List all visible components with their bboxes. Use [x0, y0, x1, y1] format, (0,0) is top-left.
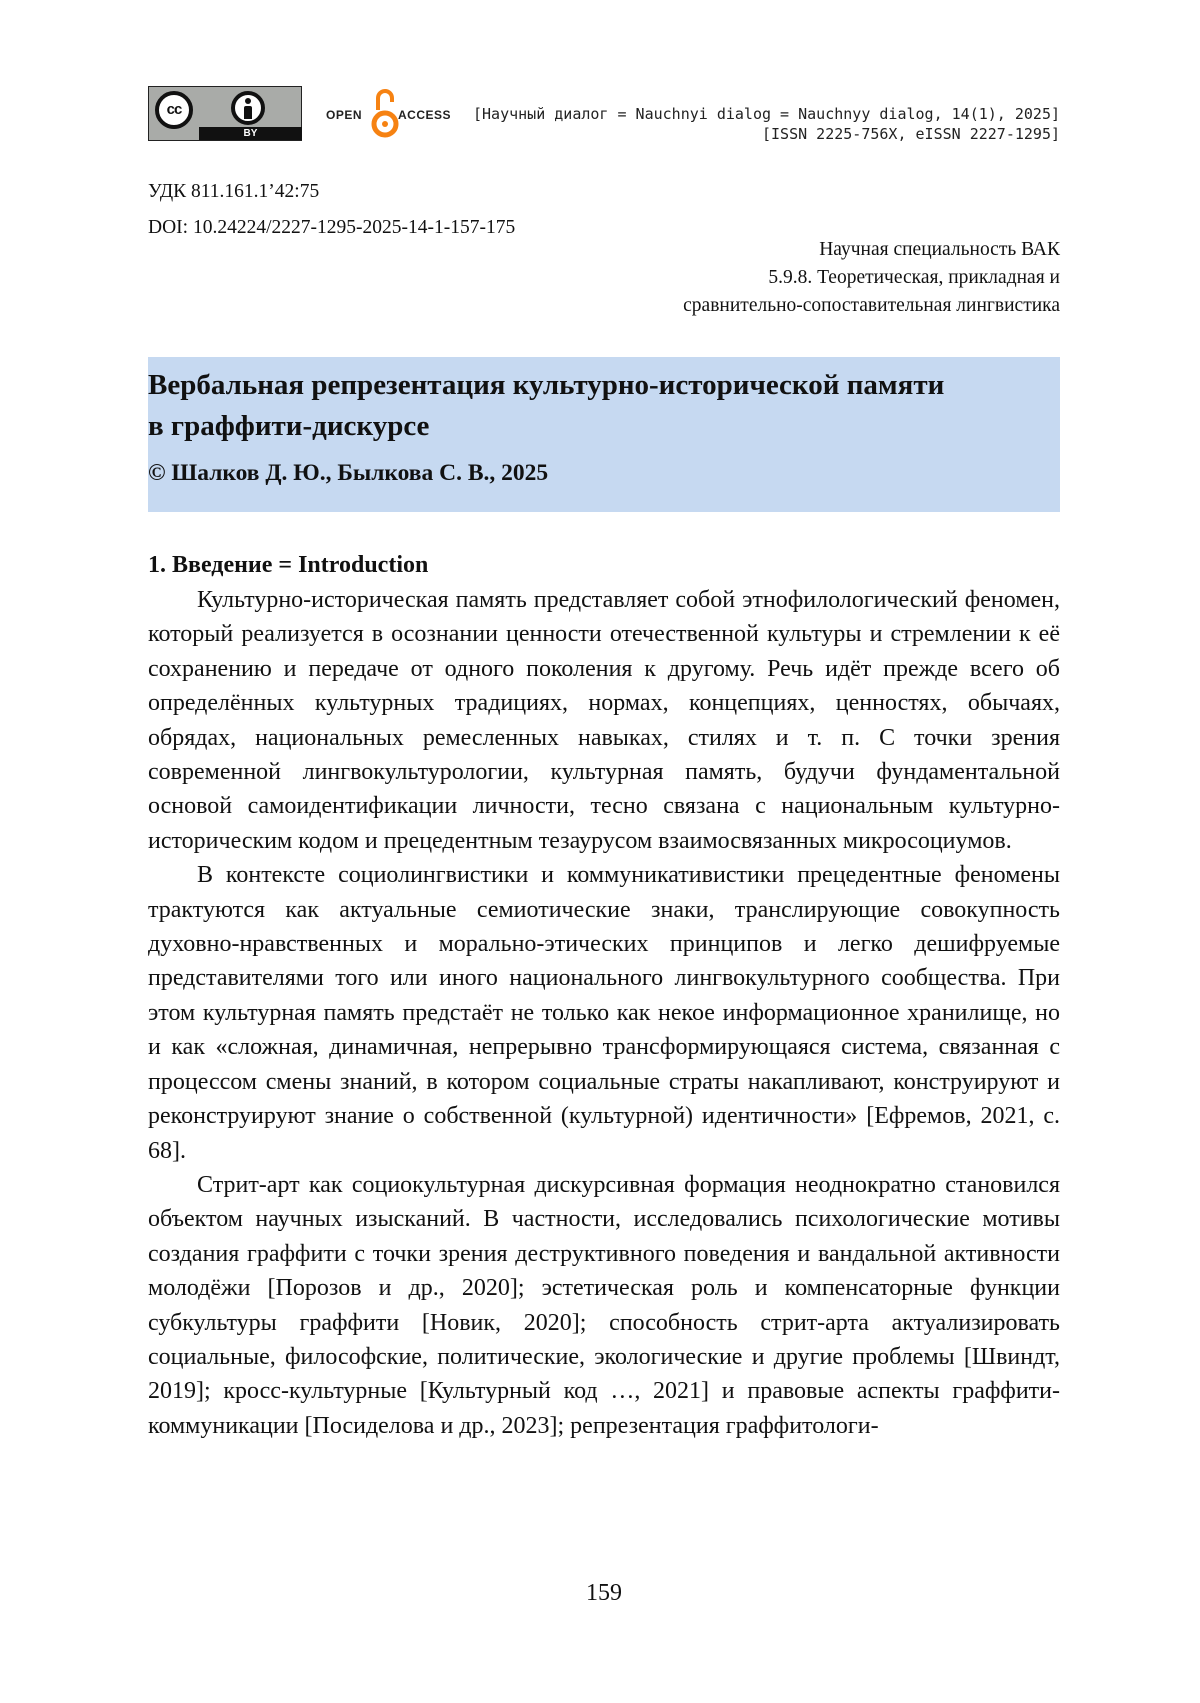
article-title	[148, 365, 1060, 447]
attribution-person-icon	[231, 91, 265, 125]
article-title-box	[148, 357, 1060, 512]
open-access-lock-icon	[370, 86, 400, 142]
paragraph: Культурно-историческая память представляет собой этнофилологический феномен, который реализуется в осознании ценности отечественной культуры и стремлении к её сохранению и передаче от одного поколения к другому. Речь идёт прежде всего об определённых культурных традициях, нормах, концепциях, ценностях, обычаях, обрядах, национальных ремесленных навыках, стилях и т. п. С точки зрения современной лингвокультурологии, культурная память, будучи фундаментальной основой самоидентификации личности, тесно связана с национальным культурно-историческим кодом и прецедентным тезаурусом взаимосвязанных микросоциумов.	[148, 587, 1060, 854]
journal-issn: [ISSN 2225-756X, eISSN 2227-1295]	[761, 125, 1060, 143]
body-text	[148, 583, 1060, 1443]
udc-code: УДК 811.161.1’42:75	[148, 181, 320, 202]
section-heading: 1. Введение = Introduction	[148, 552, 429, 578]
by-label: BY	[199, 127, 302, 140]
open-access-access-text: ACCESS	[398, 108, 452, 122]
page-header	[148, 86, 1060, 142]
open-access-open-text: OPEN	[326, 108, 363, 122]
open-access-logo[interactable]	[320, 86, 460, 142]
page-number: 159	[586, 1580, 622, 1606]
paragraph: Стрит-арт как социокультурная дискурсивная формация неоднократно становился объектом научных изысканий. В частности, исследовались психологические мотивы создания граффити с точки зрения деструктивного поведения и вандальной активности молодёжи [Порозов и др., 2020]; эстетическая роль и компенсаторные функции субкультуры граффити [Новик, 2020]; способность стрит-арта актуализировать социальные, философские, политические, экологические и другие проблемы [Швиндт, 2019]; кросс-культурные [Культурный код …, 2021] и правовые аспекты граффити-коммуникации [Посиделова и др., 2023]; репрезентация граффитологи-	[148, 1171, 1060, 1439]
journal-citation: [Научный диалог = Nauchnyi dialog = Nauchnyy dialog, 14(1), 2025]	[473, 105, 1060, 123]
article-title-line-1: Вербальная репрезентация культурно-исторической памяти	[148, 369, 945, 401]
cc-icon: cc	[155, 91, 193, 129]
cc-by-license-badge[interactable]	[148, 86, 302, 141]
paragraph: В контексте социолингвистики и коммуникативистики прецедентные феномены трактуются как актуальные семиотические знаки, транслирующие совокупность духовно-нравственных и морально-этических принципов и легко дешифруемые представителями того или иного национального лингвокультурного сообщества. При этом культурная память предстаёт не только как некое информационное хранилище, но и как «сложная, динамичная, непрерывно трансформирующаяся система, связанная с процессом смены знаний, в котором социальные страты накапливают, конструируют и реконструируют знание о собственной (культурной) идентичности» [Ефремов, 2021, с. 68].	[148, 862, 1060, 1164]
doi[interactable]: DOI: 10.24224/2227-1295-2025-14-1-157-175	[148, 217, 516, 238]
document-page	[148, 0, 1060, 1703]
article-authors: © Шалков Д. Ю., Былкова С. В., 2025	[148, 460, 549, 486]
article-title-line-2: в граффити-дискурсе	[148, 410, 430, 442]
article-meta	[148, 174, 515, 246]
specialty-line-1: Научная специальность ВАК	[819, 239, 1060, 260]
vak-specialty	[683, 236, 1060, 320]
specialty-line-3: сравнительно-сопоставительная лингвистика	[683, 295, 1060, 316]
journal-reference	[473, 104, 1060, 144]
specialty-line-2: 5.9.8. Теоретическая, прикладная и	[768, 267, 1060, 288]
